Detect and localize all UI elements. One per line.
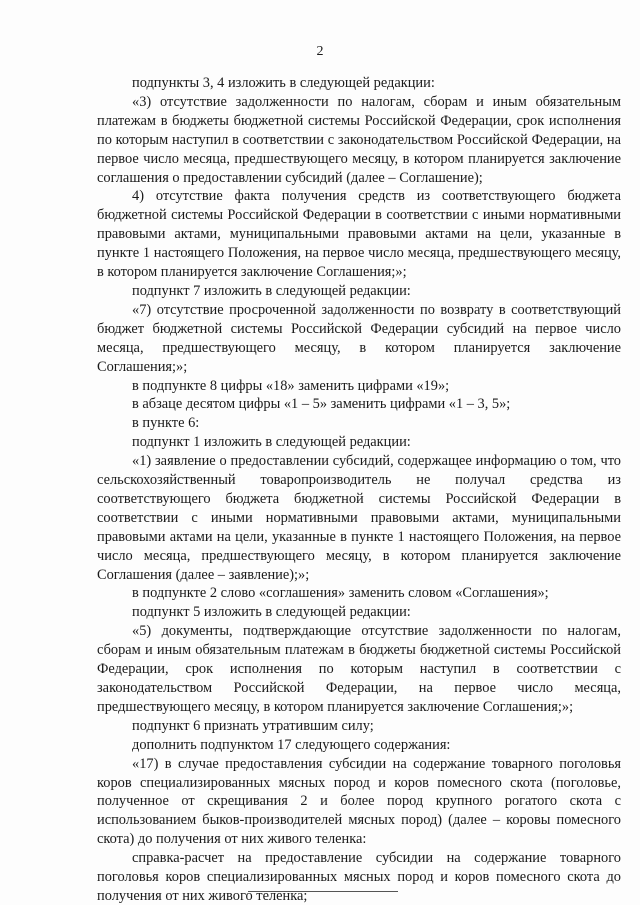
paragraph-16: «17) в случае предоставления субсидии на содержание товарного поголовья коров специализированных мясных пород и коров помесного скота (поголовье, полученное от скрещивания 2 и более пород крупного рогатого скота с использованием быков-производителей мясных пород) (далее – коровы помесного скота) до получения от них живого теленка:	[97, 755, 621, 848]
paragraph-15: дополнить подпунктом 17 следующего содержания:	[132, 736, 451, 753]
paragraph-14: подпункт 6 признать утратившим силу;	[132, 717, 374, 734]
paragraph-1: подпункты 3, 4 изложить в следующей редакции:	[132, 75, 435, 91]
paragraph-8: в пункте 6:	[132, 415, 200, 432]
footer-divider	[248, 891, 398, 892]
paragraph-12: подпункт 5 изложить в следующей редакции:	[132, 604, 411, 621]
paragraph-11: в подпункте 2 слово «соглашения» заменить словом «Соглашения»;	[132, 585, 549, 602]
paragraph-13: «5) документы, подтверждающие отсутствие задолженности по налогам, сборам и иным обязательным платежам в бюджеты бюджетной системы Российской Федерации, срок исполнения по которым наступил в соответствии с законодательством Российской Федерации, на первое число месяца, предшествующего месяцу, в котором планируется заключение Соглашения;»;	[97, 623, 621, 715]
paragraph-2: «3) отсутствие задолженности по налогам, сборам и иным обязательным платежам в бюджеты бюджетной системы Российской Федерации, срок исполнения по которым наступил в соответствии с законодательством Российской Федерации, на первое число месяца, предшествующего месяцу, в котором планируется заключение соглашения о предоставлении субсидий (далее – Соглашение);	[97, 93, 621, 186]
paragraph-5: «7) отсутствие просроченной задолженности по возврату в соответствующий бюджет бюджетной системы Российской Федерации субсидий на первое число месяца, предшествующего месяцу, в котором планируется заключение Соглашения;»;	[97, 301, 621, 375]
paragraph-10: «1) заявление о предоставлении субсидий, содержащее информацию о том, что сельскохозяйственный товаропроизводитель не получал средства из соответствующего бюджета бюджетной системы Российской Федерации в соответствии с иными нормативными правовыми актами, муниципальными правовыми актами на цели, указанные в пункте 1 настоящего Положения, на первое число месяца, предшествующего месяцу, в котором планируется заключение Соглашения (далее – заявление);»;	[97, 453, 621, 583]
paragraph-4: подпункт 7 изложить в следующей редакции:	[132, 282, 411, 299]
paragraph-17: справка-расчет на предоставление субсидии на содержание товарного поголовья коров специализированных мясных пород и коров помесного скота до получения от них живого теленка;	[97, 850, 621, 904]
page-number: 2	[316, 44, 324, 59]
document-body	[97, 74, 621, 906]
paragraph-3: 4) отсутствие факта получения средств из соответствующего бюджета бюджетной системы Российской Федерации в соответствии с иными нормативными правовыми актами, муниципальными правовыми актами на цели, указанные в пункте 1 настоящего Положения, на первое число месяца, предшествующего месяцу, в котором планируется заключение Соглашения;»;	[97, 188, 621, 281]
paragraph-6: в подпункте 8 цифры «18» заменить цифрами «19»;	[132, 377, 450, 394]
paragraph-9: подпункт 1 изложить в следующей редакции:	[132, 434, 411, 451]
paragraph-7: в абзаце десятом цифры «1 – 5» заменить цифрами «1 – 3, 5»;	[132, 396, 511, 413]
